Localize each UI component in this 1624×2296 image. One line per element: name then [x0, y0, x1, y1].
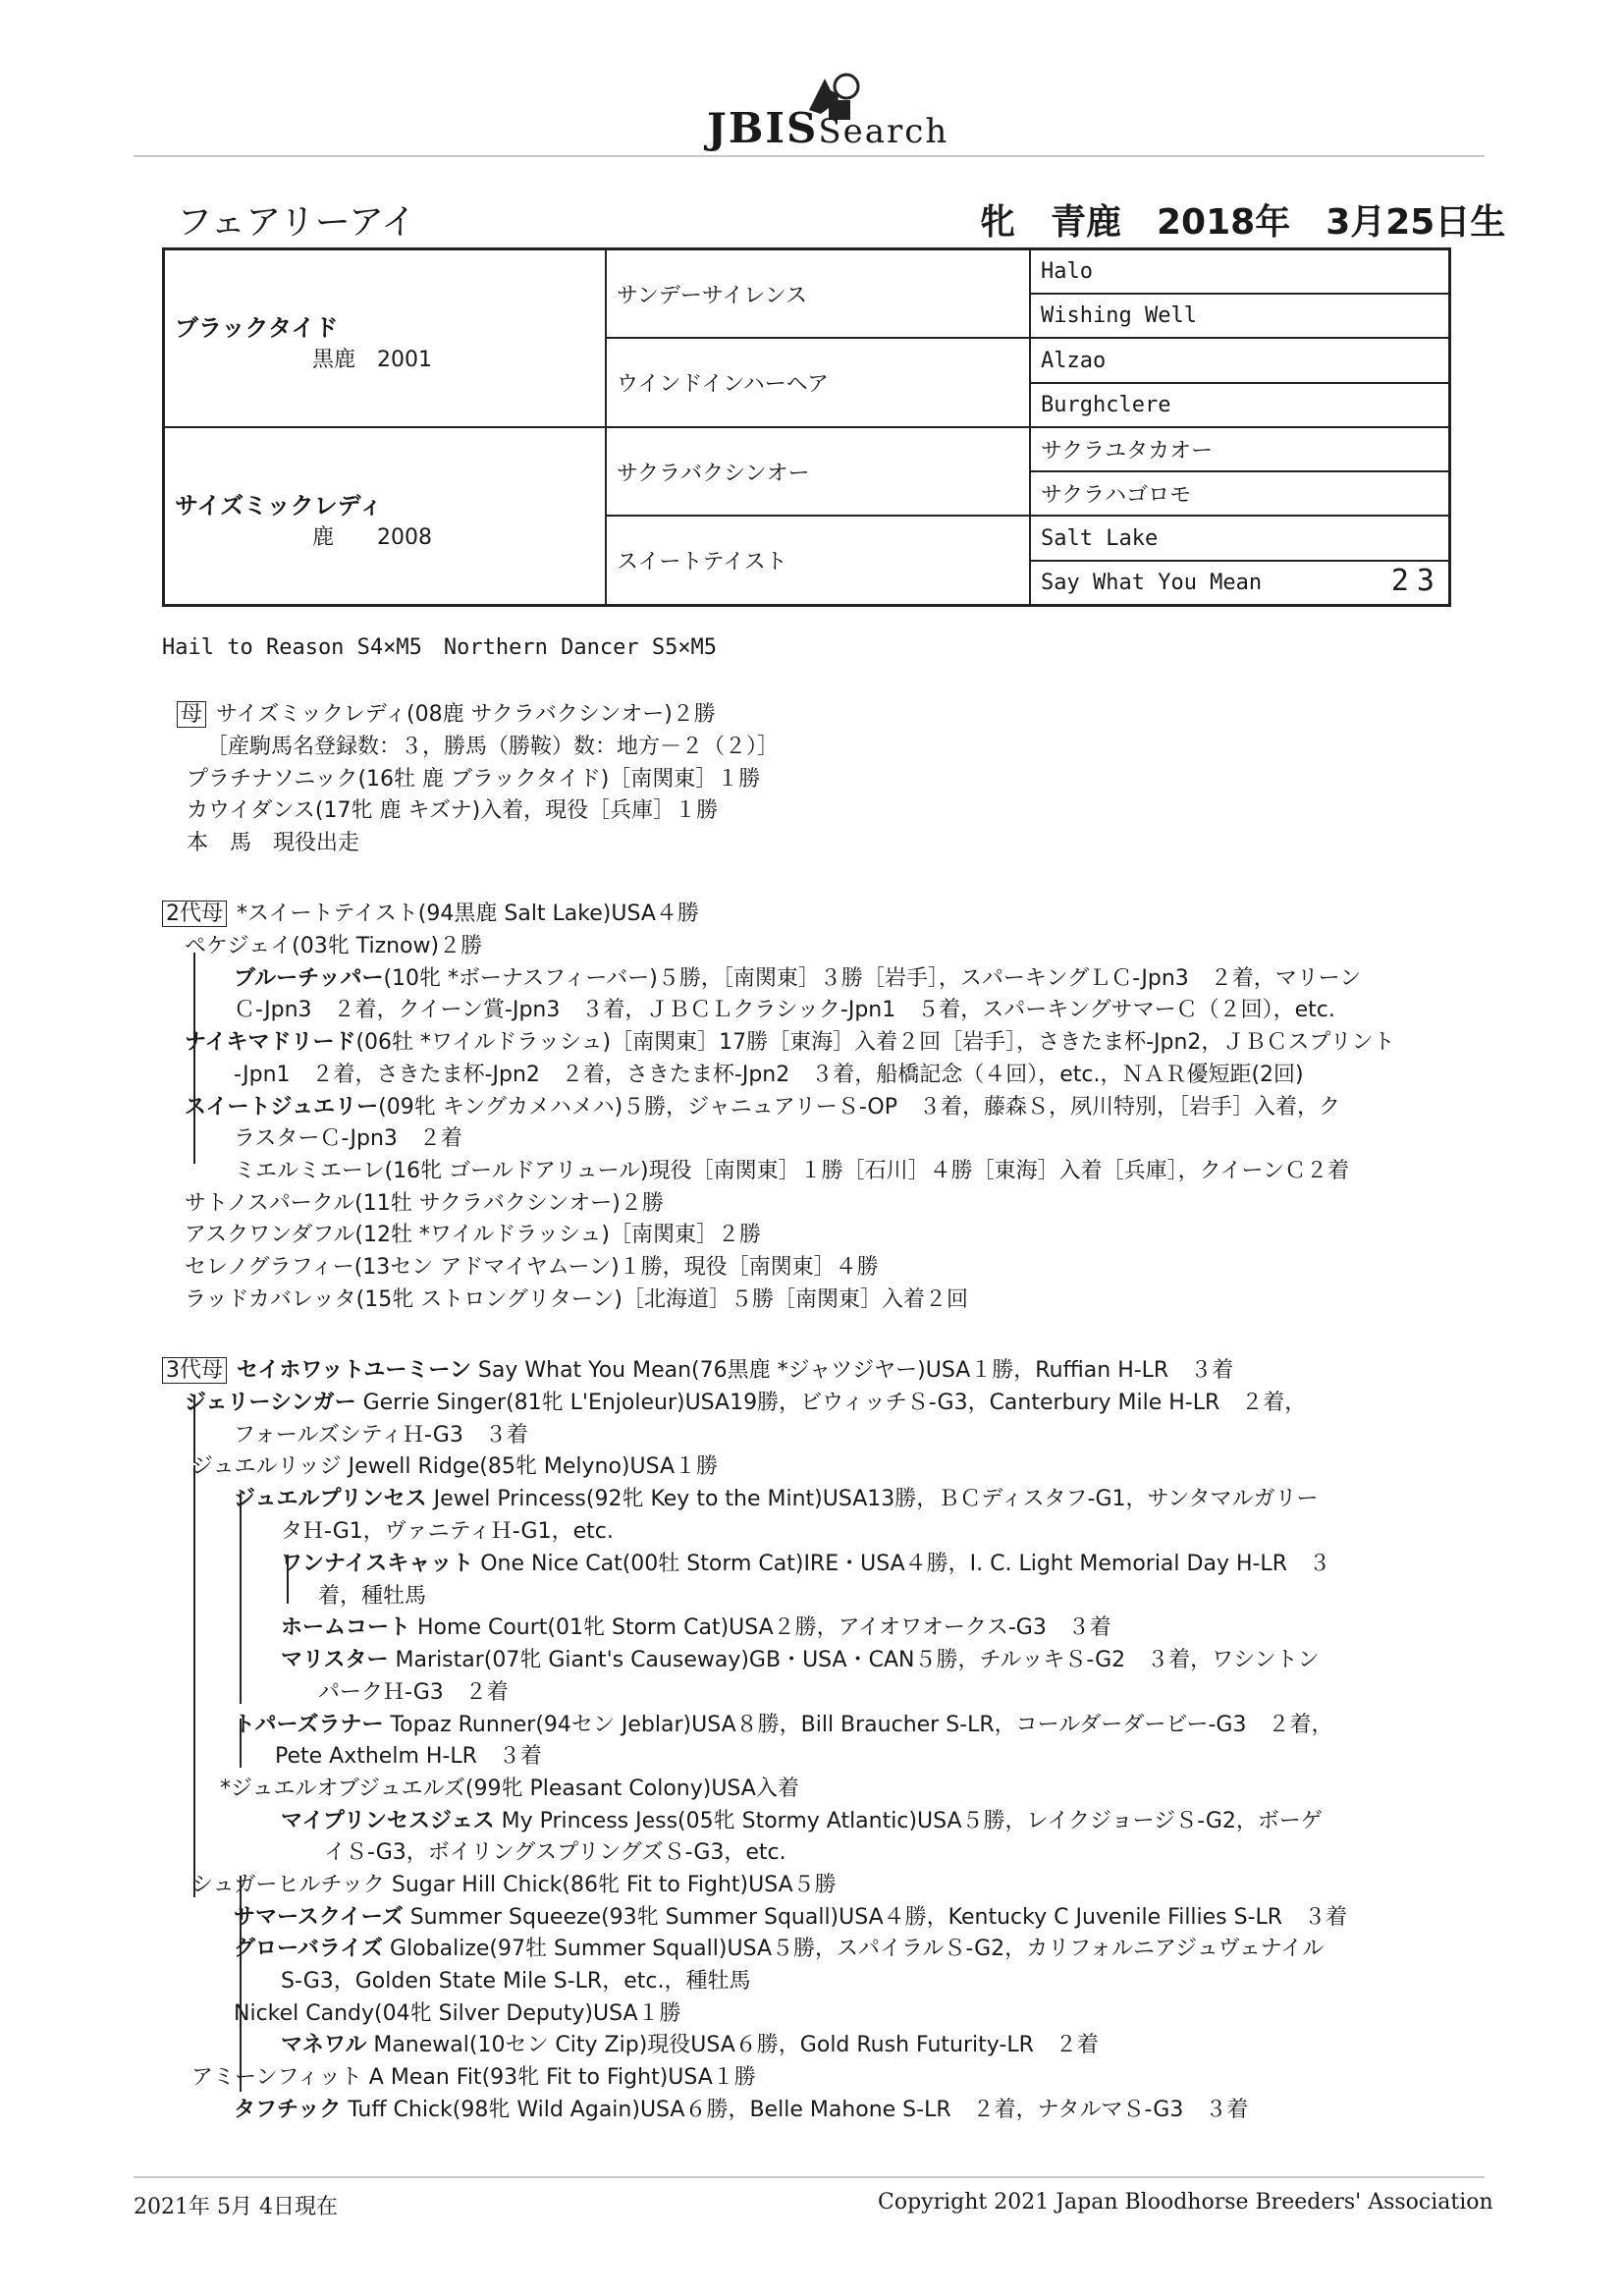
line-text: *スイートテイスト(94黒鹿 Salt Lake)USA４勝 — [237, 902, 699, 926]
section3-line — [281, 2028, 1099, 2058]
line-text: Home Court(01牝 Storm Cat)USA２勝，アイオワオークス-G3 ３着 — [410, 1615, 1111, 1640]
horse-name-bold: トパーズラナー — [234, 1713, 384, 1737]
line-text: (09牝 キングカメハメハ)５勝，ジャニュアリーＳ-OP ３着，藤森Ｓ，夙川特別，［岩手］入着，ク — [378, 1095, 1340, 1120]
line-text: Manewal(10セン City Zip)現役USA６勝，Gold Rush Futurity-LR ２着 — [366, 2033, 1099, 2057]
section3-line — [281, 1547, 1330, 1577]
inbreeding-cross: Hail to Reason S4×M5 Northern Dancer S5×M5 — [162, 635, 718, 660]
section1-line — [187, 826, 359, 856]
section3-line — [281, 1514, 614, 1545]
line-text: Pete Axthelm H-LR ３着 — [275, 1744, 542, 1769]
lineage-bar — [193, 1394, 195, 1463]
horse-name-bold: ブルーチッパー — [234, 966, 384, 991]
line-text: Globalize(97牡 Summer Squall)USA５勝，スパイラルＳ-G2，カリフォルニアジュヴェナイル — [383, 1937, 1325, 1961]
line-text: S-G3，Golden State Mile S-LR，etc.，種牡馬 — [281, 1969, 751, 1994]
line-text: サイズミックレディ(08鹿 サクラバクシンオー)２勝 — [216, 702, 716, 727]
family-number: 23 — [1390, 563, 1442, 598]
logo-text-jbis: JBIS — [707, 104, 819, 152]
pedigree-table — [162, 247, 1451, 607]
horse-name-bold: マイプリンセスジェス — [281, 1809, 495, 1833]
footer-rule — [134, 2176, 1485, 2178]
section2-line — [185, 1250, 879, 1281]
section3-line — [281, 1804, 1323, 1834]
line-text: -Jpn1 ２着，さきたま杯-Jpn2 ２着，さきたま杯-Jpn2 ３着，船橋記念（４回），etc.，ＮＡＲ優短距(2回) — [234, 1063, 1304, 1087]
section3-line — [281, 1964, 750, 1995]
horse-name-bold: グローバライズ — [234, 1937, 384, 1961]
section3-line — [281, 1643, 1320, 1673]
pedigree-g3: Salt Lake — [1030, 516, 1450, 560]
section3-line — [234, 2093, 1248, 2123]
line-text: (06牡 *ワイルドラッシュ)［南関東］17勝［東海］入着２回［岩手］，さきたま杯-Jpn2，ＪＢＣスプリント — [355, 1030, 1395, 1055]
section3-line — [275, 1739, 542, 1770]
jbis-logo — [703, 71, 949, 169]
lineage-bar — [193, 953, 195, 1021]
section3-line — [234, 1418, 528, 1449]
line-text: Summer Squeeze(93牝 Summer Squall)USA４勝，Kentucky C Juvenile Fillies S-LR ３着 — [403, 1905, 1348, 1930]
lineage-bar — [240, 1941, 242, 1990]
section3-line — [191, 1449, 718, 1480]
section3-line — [318, 1675, 509, 1706]
section2-line — [185, 1025, 1395, 1056]
line-text: ラスターＣ-Jpn3 ２着 — [234, 1126, 462, 1151]
footer-copyright: Copyright 2021 Japan Bloodhorse Breeders' Association — [878, 2190, 1493, 2214]
line-text: プラチナソニック(16牡 鹿 ブラックタイド)［南関東］１勝 — [187, 767, 761, 792]
dam-name: サイズミックレディ — [175, 492, 383, 520]
pedigree-g2: スイートテイスト — [606, 516, 1030, 605]
line-text: セレノグラフィー(13セン アドマイヤムーン)１勝，現役［南関東］４勝 — [185, 1255, 879, 1280]
section3-line — [191, 2060, 756, 2091]
section2-line — [185, 1090, 1340, 1121]
section2-line — [185, 929, 482, 959]
section3-line — [234, 1900, 1347, 1931]
line-text: Maristar(07牝 Giant's Causeway)GB・USA・CAN５勝，チルッキＳ-G2 ３着，ワシントン — [388, 1648, 1320, 1672]
line-text: Say What You Mean(76黒鹿 *ジャツジヤー)USA１勝，Ruffian H-LR ３着 — [470, 1358, 1234, 1383]
line-text: My Princess Jess(05牝 Stormy Atlantic)USA５勝，レイクジョージＳ-G2，ボーゲ — [494, 1809, 1323, 1833]
line-text: パークＨ-G3 ２着 — [318, 1680, 509, 1705]
pedigree-g3-name: Say What You Mean — [1041, 570, 1263, 595]
dam-cell — [164, 427, 607, 606]
horse-name-bold: ジェリーシンガー — [185, 1391, 356, 1415]
section1-line — [177, 697, 716, 728]
horse-name: フェアリーアイ — [177, 202, 416, 243]
line-text: ラッドカバレッタ(15牝 ストロングリターン)［北海道］５勝［南関東］入着２回 — [185, 1287, 968, 1312]
line-text: One Nice Cat(00牡 Storm Cat)IRE・USA４勝，I. C. Light Memorial Day H-LR ３ — [473, 1552, 1330, 1576]
section2-line — [185, 1186, 664, 1217]
horse-name-bold: スイートジュエリー — [185, 1095, 379, 1120]
line-text: Topaz Runner(94セン Jeblar)USA８勝，Bill Braucher S-LR，コールダーダービー-G3 ２着， — [383, 1713, 1333, 1737]
horse-name-bold: マネワル — [281, 2033, 367, 2057]
pedigree-g2: ウインドインハーヘア — [606, 338, 1030, 426]
section3-line — [220, 1772, 799, 1802]
header-rule — [134, 155, 1485, 157]
horse-info: 牝 青鹿 2018年 3月25日生 — [980, 202, 1506, 243]
line-text: フォールズシティＨ-G3 ３着 — [234, 1423, 528, 1448]
section3-line — [234, 1932, 1324, 1962]
line-text: サトノスパークル(11牡 サクラバクシンオー)２勝 — [185, 1191, 664, 1216]
line-text: 着，種牡馬 — [318, 1584, 427, 1609]
section2-tag: 2代母 — [162, 901, 227, 927]
line-text: Nickel Candy(04牝 Silver Deputy)USA１勝 — [234, 2001, 681, 2026]
horse-name-bold: ワンナイスキャット — [281, 1552, 474, 1576]
section3-line — [234, 1708, 1332, 1738]
line-text: (10牝 *ボーナスフィーバー)５勝，［南関東］３勝［岩手］，スパーキングＬＣ-Jpn3 ２着，マリーン — [383, 966, 1362, 991]
section3-line — [191, 1868, 837, 1898]
section2-line — [234, 1154, 1349, 1184]
pedigree-g3 — [1030, 561, 1450, 606]
section2-line — [162, 897, 699, 927]
section1-line — [187, 762, 760, 793]
lineage-bar — [193, 1115, 195, 1164]
line-text: タＨ-G1，ヴァニティＨ-G1，etc. — [281, 1519, 614, 1544]
section2-line — [234, 1121, 462, 1152]
pedigree-g3: Wishing Well — [1030, 294, 1450, 338]
section2-line — [234, 961, 1361, 992]
section3-line — [234, 1996, 681, 2027]
sire-cell — [164, 249, 607, 427]
line-text: ［産駒馬名登録数：３，勝馬（勝鞍）数：地方－２（２）］ — [206, 735, 780, 759]
section2-line — [234, 993, 1335, 1023]
section1-tag: 母 — [177, 701, 206, 728]
line-text: アスクワンダフル(12牡 *ワイルドラッシュ)［南関東］２勝 — [185, 1223, 761, 1247]
line-text: Ｃ-Jpn3 ２着，クイーン賞-Jpn3 ３着，ＪＢＣＬクラシック-Jpn1 ５着，スパーキングサマーＣ（２回），etc. — [234, 998, 1335, 1022]
horse-name-bold: セイホワットユーミーン — [237, 1358, 471, 1383]
horse-name-bold: マリスター — [281, 1648, 389, 1672]
lineage-bar — [193, 1016, 195, 1124]
lineage-bar — [240, 1719, 242, 1768]
section3-line — [318, 1579, 426, 1610]
pedigree-g3: Halo — [1030, 249, 1450, 295]
section1-line — [206, 730, 779, 760]
footer-date: 2021年 5月 4日現在 — [134, 2195, 338, 2219]
section3-line — [281, 1611, 1111, 1641]
horse-name-bold: タフチック — [234, 2098, 342, 2122]
line-text: Tuff Chick(98牝 Wild Again)USA６勝，Belle Mahone S-LR ２着，ナタルマＳ-G3 ３着 — [341, 2098, 1249, 2122]
line-text: Jewel Princess(92牝 Key to the Mint)USA13勝，ＢＣディスタフ-G1，サンタマルガリー — [426, 1487, 1319, 1511]
pedigree-g3: サクラユタカオー — [1030, 427, 1450, 471]
pedigree-g3: Alzao — [1030, 338, 1450, 382]
line-text: ミエルミエーレ(16牝 ゴールドアリュール)現役［南関東］１勝［石川］４勝［東海］入着［兵庫］，クイーンＣ２着 — [234, 1159, 1350, 1183]
line-text: 本 馬 現役出走 — [187, 831, 360, 855]
horse-name-bold: サマースクイーズ — [234, 1905, 404, 1930]
line-text: ジュエルリッジ Jewell Ridge(85牝 Melyno)USA１勝 — [191, 1454, 719, 1479]
lineage-bar — [193, 1465, 195, 1897]
section3-line — [234, 1482, 1319, 1512]
pedigree-g3: Burghclere — [1030, 383, 1450, 427]
horse-name-bold: ジュエルプリンセス — [234, 1487, 427, 1511]
line-text: Gerrie Singer(81牝 L'Enjoleur)USA19勝，ビウィッチＳ-G3，Canterbury Mile H-LR ２着， — [355, 1391, 1307, 1415]
line-text: アミーンフィット A Mean Fit(93牝 Fit to Fight)USA１勝 — [191, 2065, 756, 2090]
line-text: ペケジェイ(03牝 Tiznow)２勝 — [185, 934, 483, 958]
section2-line — [185, 1218, 761, 1248]
pedigree-g2: サクラバクシンオー — [606, 427, 1030, 516]
lineage-bar — [240, 1493, 242, 1704]
line-text: カウイダンス(17牝 鹿 キズナ)入着，現役［兵庫］１勝 — [187, 798, 719, 823]
section3-tag: 3代母 — [162, 1357, 227, 1384]
section3-line — [162, 1353, 1233, 1384]
horse-name-bold: ホームコート — [281, 1615, 411, 1640]
pedigree-g3: サクラハゴロモ — [1030, 471, 1450, 516]
section3-line — [185, 1386, 1306, 1416]
pedigree-g2: サンデーサイレンス — [606, 249, 1030, 339]
section1-line — [187, 793, 718, 824]
line-text: イＳ-G3，ボイリングスプリングズＳ-G3，etc. — [324, 1840, 786, 1865]
logo-text-search: Search — [818, 112, 949, 151]
sire-info: 黒鹿 2001 — [312, 348, 432, 373]
section2-line — [234, 1058, 1304, 1088]
dam-info: 鹿 2008 — [312, 525, 432, 551]
section2-line — [185, 1283, 968, 1313]
line-text: *ジュエルオブジュエルズ(99牝 Pleasant Colony)USA入着 — [220, 1777, 799, 1801]
section3-line — [324, 1835, 786, 1866]
sire-name: ブラックタイド — [175, 314, 339, 343]
line-text: シュガーヒルチック Sugar Hill Chick(86牝 Fit to Fight)USA５勝 — [191, 1873, 837, 1897]
horse-name-bold: ナイキマドリード — [185, 1030, 356, 1055]
lineage-bar — [287, 1555, 289, 1604]
